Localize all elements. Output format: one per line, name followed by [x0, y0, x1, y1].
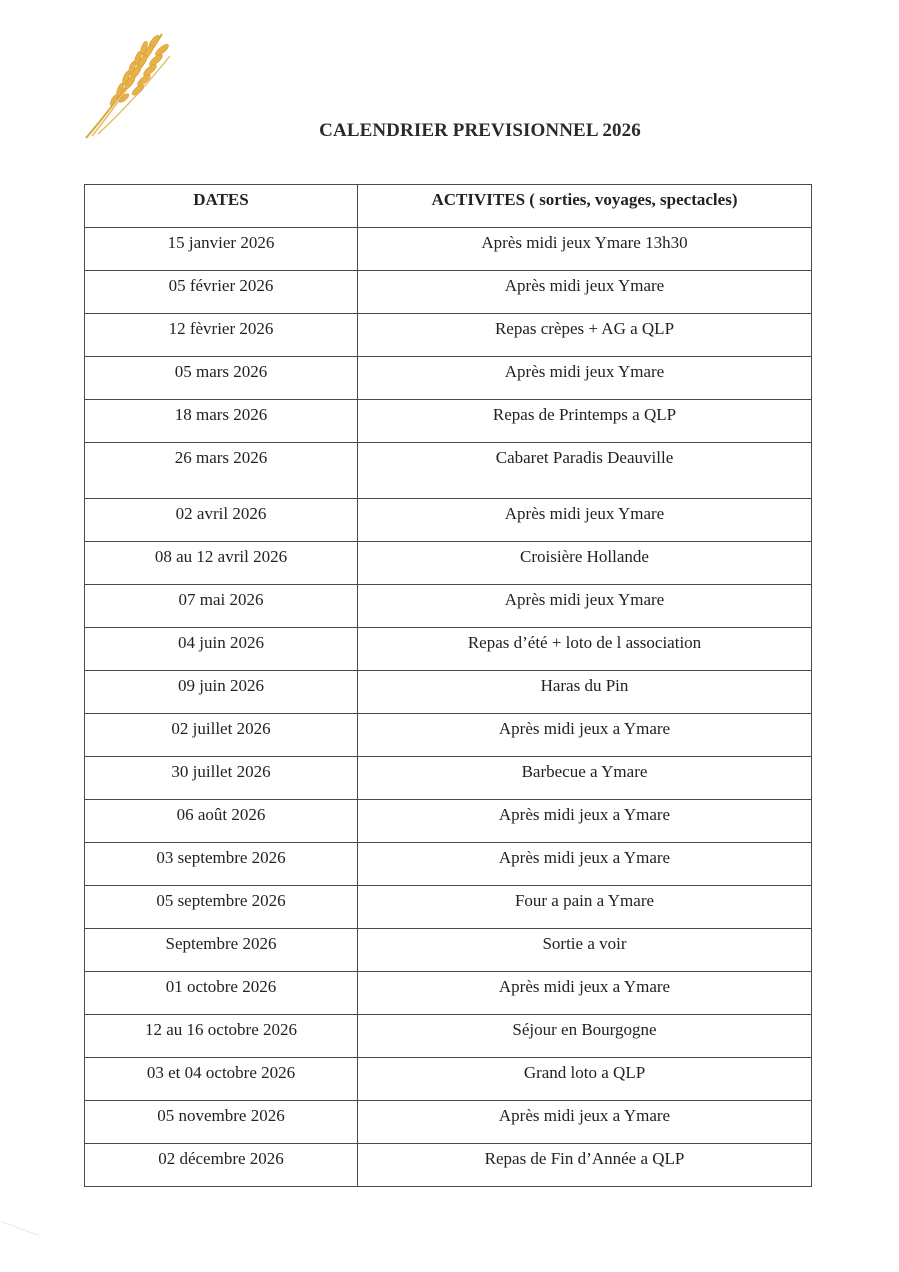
activity-cell: Après midi jeux Ymare [358, 499, 812, 542]
activity-cell: Repas d’été + loto de l association [358, 628, 812, 671]
table-row [85, 228, 812, 271]
activity-cell: Après midi jeux Ymare [358, 357, 812, 400]
date-cell: 05 septembre 2026 [85, 886, 358, 929]
activity-cell: Après midi jeux a Ymare [358, 972, 812, 1015]
header-dates: DATES [85, 185, 358, 228]
date-cell: 08 au 12 avril 2026 [85, 542, 358, 585]
activity-cell: Barbecue a Ymare [358, 757, 812, 800]
calendar-table [84, 184, 812, 1187]
table-row [85, 400, 812, 443]
table-row [85, 1015, 812, 1058]
table-row [85, 714, 812, 757]
activity-cell: Sortie a voir [358, 929, 812, 972]
date-cell: 02 avril 2026 [85, 499, 358, 542]
date-cell: 04 juin 2026 [85, 628, 358, 671]
page-title: CALENDRIER PREVISIONNEL 2026 [319, 120, 641, 141]
date-cell: 03 et 04 octobre 2026 [85, 1058, 358, 1101]
table-row [85, 800, 812, 843]
date-cell: 02 décembre 2026 [85, 1144, 358, 1187]
date-cell: 12 fèvrier 2026 [85, 314, 358, 357]
date-cell: 18 mars 2026 [85, 400, 358, 443]
activity-cell: Croisière Hollande [358, 542, 812, 585]
date-cell: 15 janvier 2026 [85, 228, 358, 271]
table-row [85, 929, 812, 972]
table-row [85, 357, 812, 400]
date-cell: 06 août 2026 [85, 800, 358, 843]
activity-cell: Séjour en Bourgogne [358, 1015, 812, 1058]
table-row [85, 1101, 812, 1144]
header-activities: ACTIVITES ( sorties, voyages, spectacles) [358, 185, 812, 228]
activity-cell: Haras du Pin [358, 671, 812, 714]
date-cell: 05 mars 2026 [85, 357, 358, 400]
date-cell: 05 février 2026 [85, 271, 358, 314]
activity-cell: Four a pain a Ymare [358, 886, 812, 929]
date-cell: 02 juillet 2026 [85, 714, 358, 757]
table-row [85, 972, 812, 1015]
activity-cell: Après midi jeux a Ymare [358, 1101, 812, 1144]
table-row [85, 271, 812, 314]
table-row [85, 542, 812, 585]
table-row [85, 757, 812, 800]
activity-cell: Repas de Fin d’Année a QLP [358, 1144, 812, 1187]
table-row [85, 443, 812, 499]
table-row [85, 628, 812, 671]
date-cell: 01 octobre 2026 [85, 972, 358, 1015]
activity-cell: Cabaret Paradis Deauville [358, 443, 812, 499]
activity-cell: Après midi jeux a Ymare [358, 800, 812, 843]
date-cell: 12 au 16 octobre 2026 [85, 1015, 358, 1058]
date-cell: 03 septembre 2026 [85, 843, 358, 886]
activity-cell: Après midi jeux a Ymare [358, 843, 812, 886]
date-cell: 26 mars 2026 [85, 443, 358, 499]
table-row [85, 1058, 812, 1101]
table-header-row [85, 185, 812, 228]
date-cell: 30 juillet 2026 [85, 757, 358, 800]
activity-cell: Après midi jeux Ymare 13h30 [358, 228, 812, 271]
table-row [85, 585, 812, 628]
activity-cell: Après midi jeux Ymare [358, 271, 812, 314]
activity-cell: Après midi jeux Ymare [358, 585, 812, 628]
scan-artifact [1, 1221, 39, 1236]
activity-cell: Repas crèpes + AG a QLP [358, 314, 812, 357]
table-row [85, 886, 812, 929]
date-cell: 07 mai 2026 [85, 585, 358, 628]
table-row [85, 499, 812, 542]
date-cell: 05 novembre 2026 [85, 1101, 358, 1144]
table-row [85, 843, 812, 886]
activity-cell: Repas de Printemps a QLP [358, 400, 812, 443]
table-row [85, 1144, 812, 1187]
table-row [85, 671, 812, 714]
date-cell: 09 juin 2026 [85, 671, 358, 714]
activity-cell: Grand loto a QLP [358, 1058, 812, 1101]
activity-cell: Après midi jeux a Ymare [358, 714, 812, 757]
table-row [85, 314, 812, 357]
date-cell: Septembre 2026 [85, 929, 358, 972]
